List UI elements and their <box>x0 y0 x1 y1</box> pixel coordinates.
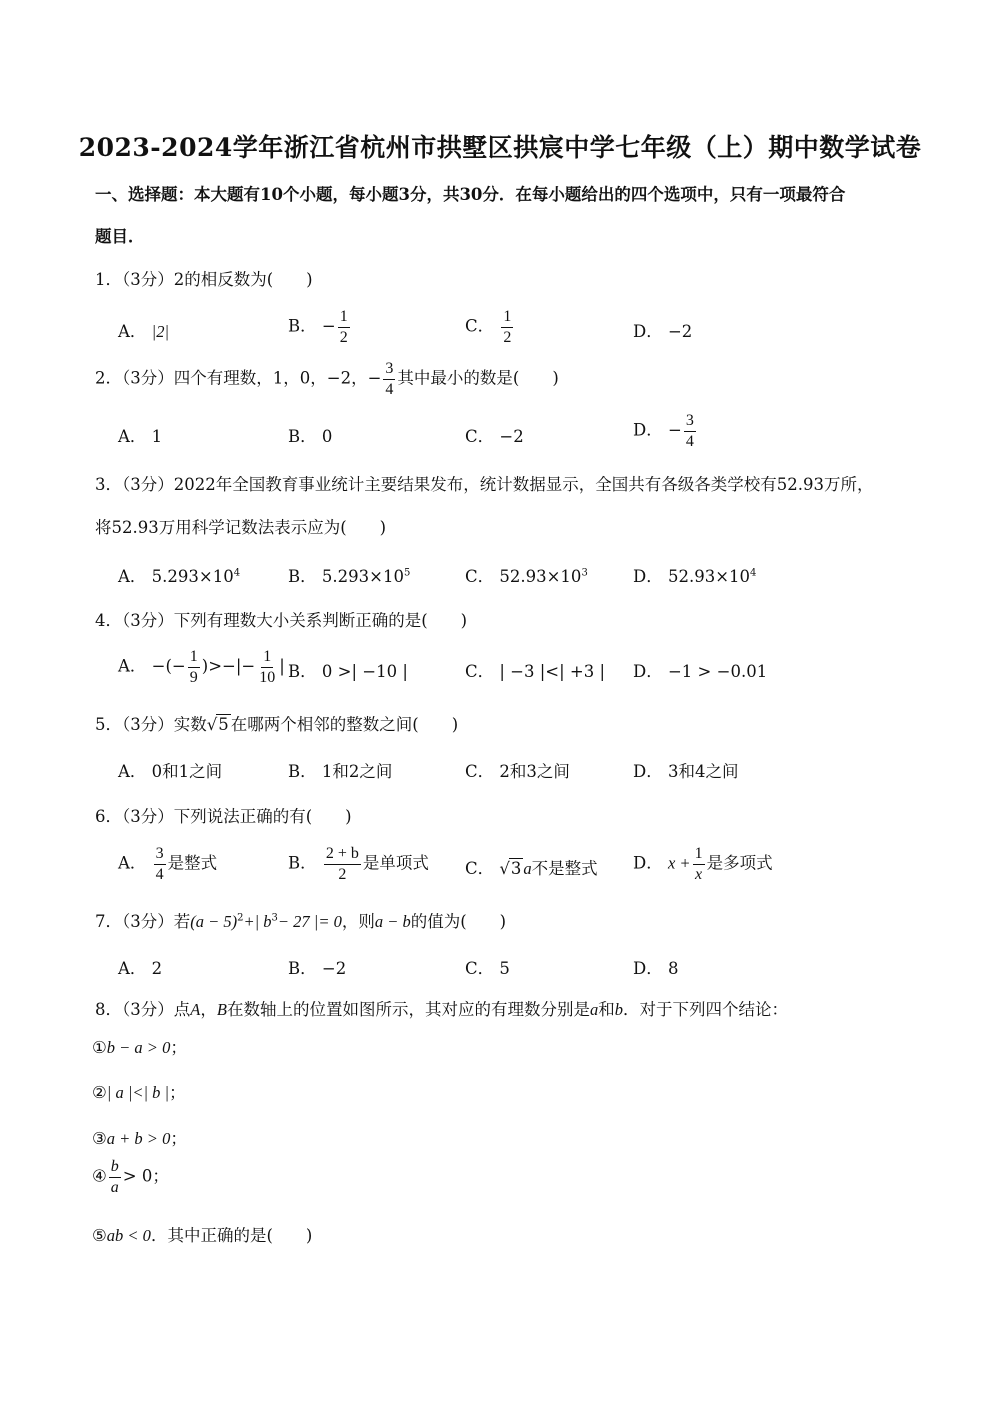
q7-option-a[interactable] <box>118 955 162 979</box>
option-value: 8 <box>667 959 679 978</box>
stem-text: 7．（3分）若 <box>95 912 191 931</box>
circled-number: ③ <box>92 1129 107 1148</box>
q8-statement-3 <box>92 1125 187 1149</box>
q3-option-a[interactable] <box>118 563 240 587</box>
option-label: A． <box>118 567 147 586</box>
option-label: B． <box>288 662 317 681</box>
question-4-stem: 4．（3分）下列有理数大小关系判断正确的是( ) <box>95 611 468 630</box>
option-label: D． <box>633 420 663 440</box>
option-label: D． <box>633 567 663 586</box>
section-heading-line1: 一、选择题：本大题有10个小题，每小题3分，共30分．在每小题给出的四个选项中，只有一项最符合 <box>95 185 846 204</box>
option-label: A． <box>118 762 147 781</box>
numerator: 1 <box>188 648 200 668</box>
semicolon: ； <box>169 1083 186 1102</box>
option-value: 0和1之间 <box>151 762 223 781</box>
exponent: 3 <box>271 912 278 924</box>
question-8-stem <box>95 996 788 1020</box>
variable: a <box>589 1000 599 1019</box>
option-value: 0 <box>321 427 333 446</box>
option-label: A． <box>118 853 147 873</box>
option-value: 1 <box>151 427 163 446</box>
stem-text: ．其中正确的是( ) <box>150 1226 313 1245</box>
option-label: C． <box>465 762 495 781</box>
option-label: B． <box>288 853 317 873</box>
q6-option-a[interactable] <box>118 845 217 883</box>
q4-option-d[interactable] <box>633 658 767 682</box>
q5-option-c[interactable] <box>465 758 570 782</box>
option-label: D． <box>633 959 663 978</box>
q2-option-b[interactable] <box>288 423 332 447</box>
denominator: 2 <box>339 328 348 346</box>
option-label: C． <box>465 959 495 978</box>
q7-option-d[interactable] <box>633 955 678 979</box>
denominator: a <box>110 1178 119 1196</box>
minus-sign: − <box>667 420 682 440</box>
stem-text: 在数轴上的位置如图所示，其对应的有理数分别是 <box>226 1000 590 1019</box>
option-value: |2| <box>151 322 169 341</box>
option-value: 5.293×10 <box>151 567 234 586</box>
option-value: 是多项式 <box>706 853 773 873</box>
stem-text: 5．（3分）实数 <box>95 715 207 734</box>
option-value: 3和4之间 <box>667 762 739 781</box>
point-a: A <box>190 1000 201 1019</box>
option-label: D． <box>633 322 663 341</box>
option-label: A． <box>118 959 147 978</box>
option-value: 0 >| −10 | <box>321 662 408 681</box>
expr-part: )>−|− <box>201 656 256 676</box>
option-label: C． <box>465 427 495 446</box>
fraction <box>154 845 166 883</box>
radicand: 3 <box>510 859 522 878</box>
q1-option-d[interactable] <box>633 318 692 342</box>
option-value: −2 <box>499 427 524 446</box>
q2-option-c[interactable] <box>465 423 524 447</box>
semicolon: ； <box>170 1038 187 1057</box>
q3-option-d[interactable] <box>633 563 756 587</box>
circled-number: ④ <box>92 1166 107 1186</box>
numerator: 1 <box>338 308 350 328</box>
numerator: 3 <box>684 412 696 432</box>
fraction <box>109 1158 121 1196</box>
exponent: 3 <box>581 567 588 579</box>
denominator: x <box>695 865 703 883</box>
option-label: B． <box>288 567 317 586</box>
q1-option-c[interactable] <box>465 308 515 346</box>
numerator: 1 <box>501 308 513 328</box>
q4-option-a[interactable] <box>118 648 285 686</box>
q2-option-a[interactable] <box>118 423 162 447</box>
stem-text: 8．（3分）点 <box>95 1000 191 1019</box>
fraction <box>383 360 395 398</box>
denominator: 9 <box>189 668 198 686</box>
minus-sign: − <box>367 368 382 388</box>
numerator: 2 + b <box>324 845 361 865</box>
option-label: A． <box>118 656 147 676</box>
q6-option-b[interactable] <box>288 845 429 883</box>
denominator: 4 <box>155 865 164 883</box>
question-7-stem <box>95 908 506 932</box>
expr-part: +| b <box>243 912 272 931</box>
radicand: 5 <box>218 715 229 734</box>
option-value: −2 <box>667 322 693 341</box>
option-value: 5 <box>499 959 510 978</box>
q8-statement-1 <box>92 1034 187 1058</box>
option-value: 52.93×10 <box>667 567 751 586</box>
circled-number: ② <box>92 1083 107 1102</box>
circled-number: ① <box>92 1038 107 1057</box>
point-b: B <box>216 1000 227 1019</box>
fraction <box>684 412 696 450</box>
denominator: 4 <box>685 432 694 450</box>
q7-option-b[interactable] <box>288 955 346 979</box>
sqrt-symbol: √ <box>499 859 510 878</box>
expr-part: − 27 |= 0 <box>277 912 342 931</box>
option-label: B． <box>288 427 317 446</box>
q1-option-b[interactable] <box>288 308 352 346</box>
option-label: C． <box>465 567 495 586</box>
statement-expr: > 0 <box>122 1166 153 1186</box>
option-label: B． <box>288 316 317 336</box>
option-value: 2和3之间 <box>499 762 570 781</box>
stem-text: 2．（3分）四个有理数，1，0，−2， <box>95 368 368 388</box>
statement-expr: a + b > 0 <box>106 1129 171 1148</box>
q1-option-a[interactable] <box>118 318 169 342</box>
option-value: −1 > −0.01 <box>667 662 768 681</box>
numerator: 1 <box>261 648 273 668</box>
q5-option-b[interactable] <box>288 758 392 782</box>
q4-option-b[interactable] <box>288 658 408 682</box>
option-value: | −3 |<| +3 | <box>499 662 606 681</box>
sqrt-symbol: √ <box>206 715 218 734</box>
option-label: D． <box>633 762 663 781</box>
stem-text: 其中最小的数是( ) <box>397 368 559 388</box>
numerator: 3 <box>154 845 166 865</box>
q4-option-c[interactable] <box>465 658 605 682</box>
expr-part: | <box>279 656 285 676</box>
stem-text: 在哪两个相邻的整数之间( ) <box>230 715 459 734</box>
statement-expr: b − a > 0 <box>106 1038 171 1057</box>
numerator: 3 <box>383 360 395 380</box>
option-value: 1和2之间 <box>321 762 393 781</box>
variable: a <box>523 859 532 878</box>
statement-expr: ab < 0 <box>106 1226 151 1245</box>
denominator: 2 <box>338 865 347 883</box>
option-label: D． <box>633 662 663 681</box>
expr-part: x + <box>667 853 691 873</box>
question-3-line1: 3．（3分）2022年全国教育事业统计主要结果发布，统计数据显示，全国共有各级各类学校有52.93万所， <box>95 475 874 494</box>
option-label: C． <box>465 316 495 336</box>
fraction <box>324 845 361 883</box>
page-title: 2023-2024学年浙江省杭州市拱墅区拱宸中学七年级（上）期中数学试卷 <box>78 133 922 162</box>
circled-number: ⑤ <box>92 1226 107 1245</box>
fraction <box>188 648 200 686</box>
exponent: 4 <box>233 567 241 579</box>
q8-statement-2 <box>92 1079 186 1103</box>
question-5-stem <box>95 711 458 735</box>
option-value: 是单项式 <box>362 853 429 873</box>
denominator: 10 <box>259 668 276 686</box>
q6-option-c[interactable] <box>465 855 598 879</box>
fraction <box>257 648 277 686</box>
option-value: −2 <box>321 959 347 978</box>
fraction <box>338 308 350 346</box>
option-value: 是整式 <box>167 853 218 873</box>
option-value: 5.293×10 <box>321 567 404 586</box>
fraction <box>693 845 705 883</box>
question-6-stem: 6．（3分）下列说法正确的有( ) <box>95 807 352 826</box>
q8-statement-4 <box>92 1158 169 1196</box>
expr-part: −(− <box>151 656 186 676</box>
numerator: b <box>109 1158 121 1178</box>
option-value: 52.93×10 <box>499 567 582 586</box>
q3-option-b[interactable] <box>288 563 410 587</box>
option-label: A． <box>118 427 147 446</box>
option-label: D． <box>633 853 663 873</box>
statement-expr: | a |<| b | <box>106 1083 170 1102</box>
semicolon: ； <box>170 1129 187 1148</box>
option-value: 不是整式 <box>531 859 598 878</box>
stem-text: 的值为( ) <box>410 912 507 931</box>
option-label: C． <box>465 662 495 681</box>
option-value: 2 <box>151 959 163 978</box>
stem-text: ．对于下列四个结论： <box>622 1000 788 1019</box>
stem-text: ，则 <box>341 912 375 931</box>
q7-option-c[interactable] <box>465 955 510 979</box>
option-label: C． <box>465 859 495 878</box>
option-label: A． <box>118 322 147 341</box>
semicolon: ； <box>152 1166 169 1186</box>
expr-part: (a − 5) <box>190 912 238 931</box>
question-3-line2: 将52.93万用科学记数法表示应为( ) <box>95 518 387 537</box>
option-label: B． <box>288 762 317 781</box>
denominator: 4 <box>385 380 394 398</box>
q3-option-c[interactable] <box>465 563 588 587</box>
question-2-stem <box>95 360 559 398</box>
exponent: 4 <box>750 567 757 579</box>
q5-option-d[interactable] <box>633 758 738 782</box>
section-heading-line2: 题目． <box>95 227 145 246</box>
stem-text: ， <box>200 1000 217 1019</box>
denominator: 2 <box>503 328 512 346</box>
numerator: 1 <box>693 845 705 865</box>
option-label: B． <box>288 959 317 978</box>
q8-statement-5 <box>92 1222 312 1246</box>
exponent: 2 <box>237 912 244 924</box>
stem-text: 和 <box>598 1000 615 1019</box>
question-1-stem: 1．（3分）2的相反数为( ) <box>95 270 313 289</box>
exponent: 5 <box>403 567 411 579</box>
q2-option-d[interactable] <box>633 412 698 450</box>
expr-part: a − b <box>374 912 411 931</box>
q6-option-d[interactable] <box>633 845 773 883</box>
fraction <box>501 308 513 346</box>
q5-option-a[interactable] <box>118 758 222 782</box>
variable: b <box>614 1000 623 1019</box>
minus-sign: − <box>321 316 336 336</box>
